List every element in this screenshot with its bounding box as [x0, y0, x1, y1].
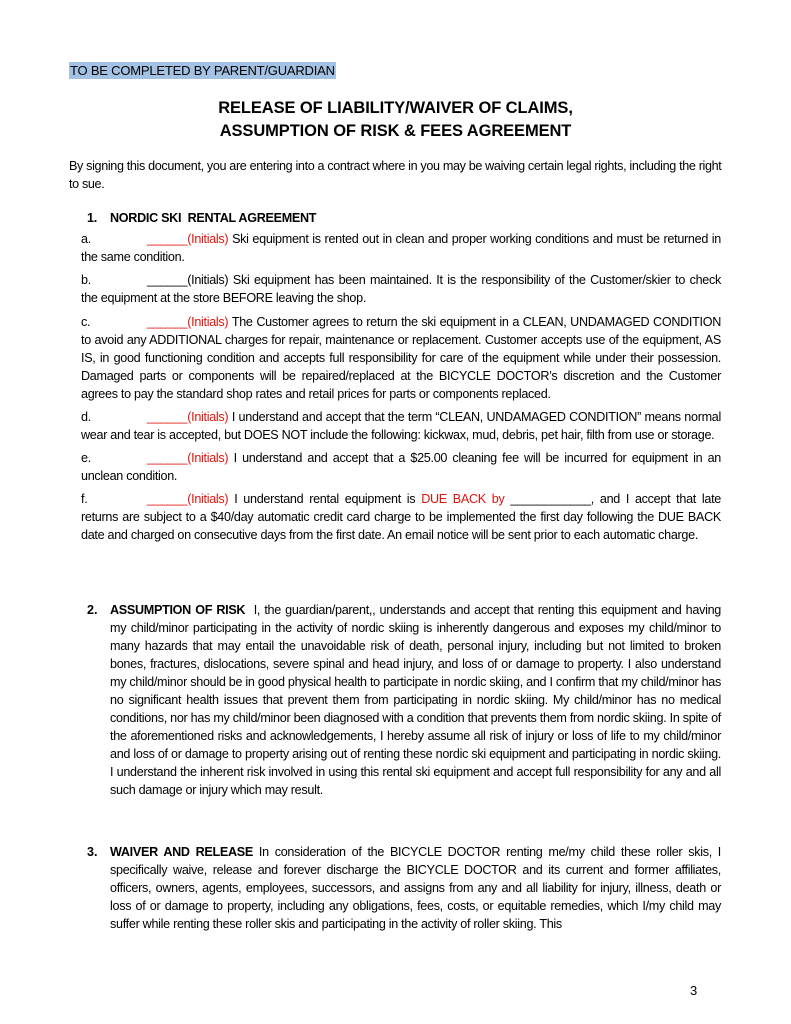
- item-letter: b.: [81, 273, 91, 288]
- agreement-item-d: [81, 408, 721, 444]
- initials-blank[interactable]: ______: [147, 273, 188, 288]
- agreement-item-f: [81, 490, 721, 544]
- due-back-date-blank[interactable]: ____________: [504, 492, 591, 507]
- intro-paragraph: By signing this document, you are entering into a contract where in you may be waiving certain legal rights, including the right to sue.: [69, 159, 722, 191]
- initials-label: (Initials): [187, 273, 229, 288]
- section-2-assumption-of-risk: [87, 601, 725, 799]
- item-letter: a.: [81, 232, 91, 246]
- item-text: , and I accept that late returns are subject to a $40/day automatic credit card charge to be implemented the first day following the DUE BACK date and charged on consecutive days from the first date. An email notice will be sent prior to each automatic charge.: [81, 492, 721, 543]
- initials-label: (Initials): [187, 314, 229, 329]
- section-text: In consideration of the BICYCLE DOCTOR renting me/my child these roller skis, I specifically waive, release and forever discharge the BICYCLE DOCTOR and its current and former affiliates, officers, owners, agents, employees, successors, and assigns from any and all liability for injury, illness, death or loss of or damage to property, including any obligations, fees, costs, or equitable remedies, which I/my child may suffer while renting these roller skis and participating in the activity of roller skiing. This: [110, 845, 722, 931]
- title-line-1: RELEASE OF LIABILITY/WAIVER OF CLAIMS,: [218, 99, 573, 117]
- initials-blank[interactable]: ______: [147, 409, 188, 424]
- initials-blank[interactable]: ______: [147, 492, 188, 507]
- initials-blank[interactable]: ______: [147, 451, 188, 466]
- agreement-item-b: [81, 271, 721, 307]
- section-title: ASSUMPTION OF RISK: [110, 603, 246, 617]
- section-text: I, the guardian/parent,, understands and accept that renting this equipment and having my child/minor participating in the activity of nordic skiing is inherently dangerous and exposes my child/minor to many hazards that may entail the unavoidable risk of death, personal injury, including but not limited to broken bones, fractures, dislocations, severe spinal and head injury, and loss of or damage to property. I also understand my child/minor should be in good physical health to participate in nordic skiing, and I confirm that my child/minor has no significant health issues that prevent them from participating in nordic skiing. My child/minor has no medical conditions, nor has my child/minor been diagnosed with a condition that prevents them from nordic skiing. In spite of the aforementioned risks and acknowledgements, I hereby assume all risk of injury or loss of life to my child/minor and loss of or damage to property arising out of renting these nordic ski equipment and participating in nordic skiing. I understand the inherent risk involved in using this rental ski equipment and accept full responsibility for any and all such damage or injury which may result.: [110, 603, 725, 797]
- initials-label: (Initials): [187, 409, 229, 424]
- section-title: WAIVER AND RELEASE: [110, 845, 253, 859]
- section-3-waiver-and-release: [87, 843, 721, 933]
- section-body: [110, 843, 721, 933]
- parent-guardian-banner: TO BE COMPLETED BY PARENT/GUARDIAN: [70, 63, 335, 78]
- agreement-item-e: [81, 449, 721, 485]
- initials-blank[interactable]: ______: [147, 314, 188, 329]
- item-text: I understand and accept that a $25.00 cleaning fee will be incurred for equipment in an unclean condition.: [81, 451, 721, 484]
- due-back-label: DUE BACK by: [421, 492, 505, 507]
- initials-label: (Initials): [187, 232, 229, 246]
- section-number: 1.: [87, 211, 97, 225]
- agreement-item-a: [81, 230, 721, 266]
- item-text: I understand and accept that the term “CLEAN, UNDAMAGED CONDITION” means normal wear and tear is accepted, but DOES NOT include the following: kickwax, mud, debris, pet hair, filth from use or storage.: [81, 409, 721, 442]
- document-title: [0, 97, 791, 143]
- item-text: Ski equipment is rented out in clean and proper working conditions and must be returned in the same condition.: [81, 232, 721, 264]
- section-number: 3.: [87, 845, 98, 859]
- page-number: 3: [690, 983, 698, 998]
- item-text: Ski equipment has been maintained. It is the responsibility of the Customer/skier to check the equipment at the store BEFORE leaving the shop.: [81, 273, 721, 306]
- initials-blank[interactable]: ______: [147, 232, 188, 246]
- section-body: [110, 601, 725, 799]
- section-1-heading: [87, 209, 316, 227]
- initials-label: (Initials): [187, 451, 229, 466]
- initials-label: (Initials): [187, 492, 229, 507]
- rental-agreement-items: [81, 230, 721, 550]
- item-letter: c.: [81, 314, 91, 329]
- section-number: 2.: [87, 603, 98, 617]
- section-title: NORDIC SKI RENTAL AGREEMENT: [110, 211, 317, 225]
- item-letter: e.: [81, 451, 91, 466]
- item-letter: f.: [81, 492, 88, 507]
- item-text: The Customer agrees to return the ski equipment in a CLEAN, UNDAMAGED CONDITION to avoid any ADDITIONAL charges for repair, maintenance or replacement. Customer accepts use of the equipment, AS IS, in good functioning condition and accepts full responsibility for care of the equipment while under their possession. Damaged parts or components will be repaired/replaced at the BICYCLE DOCTOR’s discretion and the Customer agrees to pay the standard shop rates and retail prices for parts or components replaced.: [81, 314, 721, 401]
- item-letter: d.: [81, 409, 91, 424]
- title-line-2: ASSUMPTION OF RISK & FEES AGREEMENT: [219, 122, 572, 140]
- item-text-before: I understand rental equipment is: [228, 492, 422, 507]
- agreement-item-c: [81, 313, 721, 403]
